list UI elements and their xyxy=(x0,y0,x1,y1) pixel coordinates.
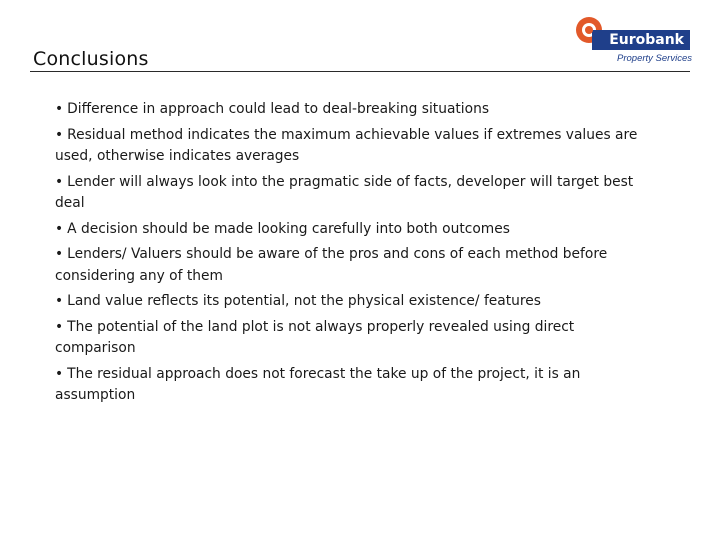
list-item xyxy=(55,291,655,313)
bullet-icon: • xyxy=(55,246,64,262)
conclusions-list xyxy=(55,99,655,411)
logo-subtitle: Property Services xyxy=(617,53,692,64)
bullet-icon: • xyxy=(55,293,64,309)
list-item-text: Residual method indicates the maximum achievable values if extremes values are used, otherwise indicates averages xyxy=(55,126,638,164)
list-item-text: The residual approach does not forecast the take up of the project, it is an assumption xyxy=(55,365,581,403)
list-item-text: Difference in approach could lead to deal-breaking situations xyxy=(67,101,490,117)
bullet-icon: • xyxy=(55,318,64,335)
bullet-icon: • xyxy=(55,173,64,190)
list-item xyxy=(55,172,655,215)
list-item-text: A decision should be made looking carefully into both outcomes xyxy=(67,220,510,237)
title-underline xyxy=(30,71,690,72)
list-item-text: The potential of the land plot is not always properly revealed using direct comparison xyxy=(55,318,575,356)
list-item xyxy=(55,317,655,360)
list-item xyxy=(55,125,655,168)
list-item-text: Land value reflects its potential, not the physical existence/ features xyxy=(67,293,541,309)
bullet-icon: • xyxy=(55,220,64,237)
bullet-icon: • xyxy=(55,365,64,382)
eurobank-logo xyxy=(574,17,694,69)
bullet-icon: • xyxy=(55,126,64,143)
list-item-text: Lenders/ Valuers should be aware of the pros and cons of each method before considering any of them xyxy=(55,246,608,284)
list-item-text: Lender will always look into the pragmatic side of facts, developer will target best deal xyxy=(55,173,634,211)
bullet-icon: • xyxy=(55,101,64,117)
list-item xyxy=(55,99,655,121)
list-item xyxy=(55,364,655,407)
logo-brand-text: Eurobank xyxy=(592,30,690,50)
list-item xyxy=(55,219,655,241)
slide-title: Conclusions xyxy=(33,48,149,70)
list-item xyxy=(55,244,655,287)
